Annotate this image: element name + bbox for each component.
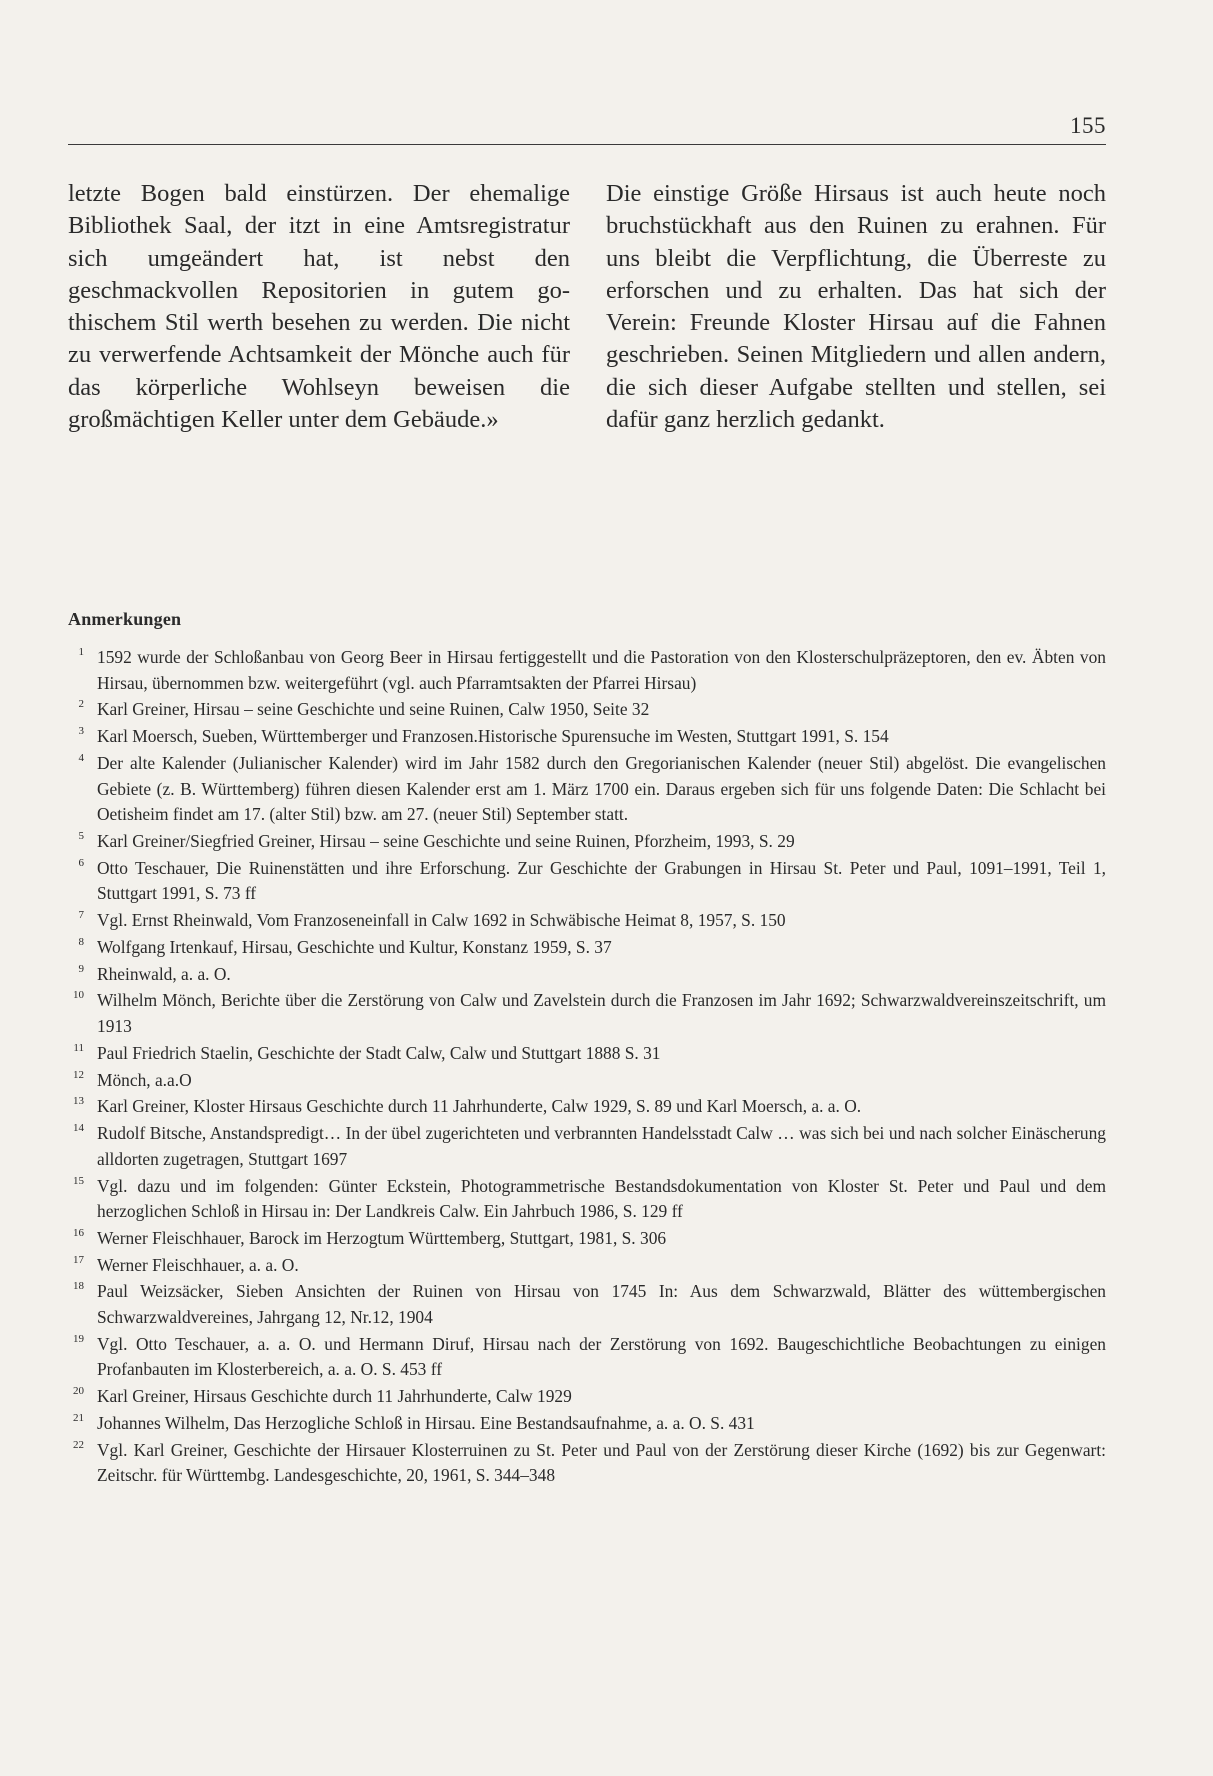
footnote: [68, 1332, 1106, 1383]
footnote-number: 20: [73, 1385, 84, 1398]
footnote-text: Karl Greiner, Hirsaus Geschichte durch 11 Jahrhunderte, Calw 1929: [97, 1386, 572, 1407]
footnote-text: Vgl. Karl Greiner, Geschichte der Hirsauer Klosterruinen zu St. Peter und Paul von der Zerstörung dieser Kirche (1692) bis zur Gegenwart: Zeitschr. für Württembg. Landesgeschichte, 20, 1961, S. 344–348: [97, 1439, 1106, 1486]
footnote-number: 3: [78, 725, 84, 738]
footnote: [68, 1068, 1106, 1094]
footnote-number: 5: [78, 829, 84, 842]
footnote-text: Wilhelm Mönch, Berichte über die Zerstörung von Calw und Zavelstein durch die Franzosen im Jahr 1692; Schwarzwaldvereinszeitschrift, um 1913: [97, 990, 1106, 1036]
footnote-number: 18: [73, 1280, 84, 1293]
footnote: [68, 908, 1106, 934]
footnote-number: 19: [73, 1332, 84, 1345]
footnote-number: 4: [78, 751, 84, 764]
footnote-text: Werner Fleischhauer, a. a. O.: [97, 1254, 299, 1275]
footnote: [68, 1226, 1106, 1252]
footnote: [68, 1279, 1106, 1330]
body-paragraph-left: letzte Bogen bald einstürzen. Der ehemalige Bibliothek Saal, der itzt in eine Amtsregistratur sich umgeändert hat, ist nebst den geschmackvollen Repositorien in gutem gothischem Stil werth besehen zu werden. Die nicht zu verwerfende Achtsamkeit der Mönche auch für das körperliche Wohlseyn beweisen die großmächtigen Keller unter dem Gebäude.»: [68, 180, 570, 434]
footnote-number: 1: [78, 646, 84, 658]
footnote-number: 11: [73, 1041, 84, 1054]
footnote: [68, 829, 1106, 855]
footnote: [68, 988, 1106, 1039]
footnote: [68, 935, 1106, 961]
notes-list: [68, 645, 1106, 1490]
footnote-text: Vgl. dazu und im folgenden: Günter Eckstein, Photogrammetrische Bestandsdokumentation von Kloster St. Peter und Paul und dem herzoglichen Schloß in Hirsau in: Der Landkreis Calw. Ein Jahrbuch 1986, S. 129 ff: [97, 1175, 1106, 1222]
footnote-text: Vgl. Ernst Rheinwald, Vom Franzoseneinfall in Calw 1692 in Schwäbische Heimat 8, 1957, S. 150: [97, 910, 786, 931]
footnote-text: Karl Moersch, Sueben, Württemberger und Franzosen.Historische Spurensuche im Westen, Stuttgart 1991, S. 154: [97, 726, 889, 747]
footnote-number: 14: [73, 1122, 84, 1135]
footnote: [68, 1384, 1106, 1410]
notes-heading: Anmerkungen: [68, 609, 182, 629]
body-column-left: [68, 178, 570, 436]
footnote: [68, 856, 1106, 907]
footnote-number: 15: [73, 1174, 84, 1187]
footnote-text: Karl Greiner, Hirsau – seine Geschichte und seine Ruinen, Calw 1950, Seite 32: [97, 699, 650, 720]
footnote-text: Wolfgang Irtenkauf, Hirsau, Geschichte und Kultur, Konstanz 1959, S. 37: [97, 936, 612, 957]
footnote-number: 12: [73, 1068, 84, 1081]
footnote: [68, 751, 1106, 828]
footnote-text: Otto Teschauer, Die Ruinenstätten und ihre Erforschung. Zur Geschichte der Grabungen in Hirsau St. Peter und Paul, 1091–1991, Teil 1, Stuttgart 1991, S. 73 ff: [97, 857, 1106, 904]
footnote: [68, 962, 1106, 988]
footnote-text: Paul Friedrich Staelin, Geschichte der Stadt Calw, Calw und Stuttgart 1888 S. 31: [97, 1042, 661, 1063]
footnote-number: 8: [78, 935, 84, 948]
footnote: [68, 697, 1106, 723]
header-rule: [68, 144, 1106, 145]
footnote-text: Werner Fleischhauer, Barock im Herzogtum Württemberg, Stuttgart, 1981, S. 306: [97, 1227, 667, 1248]
footnote-text: Der alte Kalender (Julianischer Kalender) wird im Jahr 1582 durch den Gregorianischen Kalender (neuer Stil) abgelöst. Die evangelischen Gebiete (z. B. Württemberg) führen diesen Kalender erst am 1. März 1700 ein. Daraus ergeben sich für uns folgende Daten: Die Schlacht bei Oetisheim findet am 17. (alter Stil) bzw. am 27. (neuer Stil) September statt.: [97, 752, 1106, 825]
footnote-text: Vgl. Otto Teschauer, a. a. O. und Hermann Diruf, Hirsau nach der Zerstörung von 1692. Baugeschichtliche Beobachtungen zu einigen Profanbauten im Klosterbereich, a. a. O. S. 453 ff: [97, 1333, 1106, 1380]
footnote: [68, 724, 1106, 750]
footnote: [68, 1174, 1106, 1225]
footnote-text: Paul Weizsäcker, Sieben Ansichten der Ruinen von Hirsau von 1745 In: Aus dem Schwarzwald, Blätter des wüttembergischen Schwarzwaldvereines, Jahrgang 12, Nr.12, 1904: [97, 1281, 1106, 1328]
footnote: [68, 1411, 1106, 1437]
footnote-number: 10: [73, 989, 84, 1002]
footnote: [68, 1121, 1106, 1172]
footnote-number: 9: [78, 962, 84, 975]
body-column-right: [606, 178, 1106, 436]
footnote-text: Johannes Wilhelm, Das Herzogliche Schloß in Hirsau. Eine Bestandsaufnahme, a. a. O. S. 431: [97, 1412, 755, 1433]
footnote-number: 16: [73, 1226, 84, 1239]
footnote: [68, 645, 1106, 696]
footnote: [68, 1253, 1106, 1279]
footnote: [68, 1041, 1106, 1067]
footnote-number: 7: [78, 909, 84, 922]
footnote-text: 1592 wurde der Schloßanbau von Georg Beer in Hirsau fertiggestellt und die Pastoration von den Klosterschulpräzeptoren, den ev. Äbten von Hirsau, übernommen bzw. weitergeführt (vgl. auch Pfarramtsakten der Pfarrei Hirsau): [97, 647, 1106, 693]
footnote-number: 2: [78, 698, 84, 711]
footnote-number: 21: [73, 1411, 84, 1424]
body-paragraph-right: Die einstige Größe Hirsaus ist auch heute noch bruchstückhaft aus den Ruinen zu erahnen. Für uns bleibt die Verpflichtung, die Überreste zu erforschen und zu erhalten. Das hat sich der Verein: Freunde Kloster Hirsau auf die Fahnen geschrieben. Seinen Mitgliedern und allen andern, die sich dieser Aufgabe stellten und stellen, sei dafür ganz herzlich gedankt.: [606, 180, 1106, 434]
footnote-text: Karl Greiner/Siegfried Greiner, Hirsau – seine Geschichte und seine Ruinen, Pforzheim, 1993, S. 29: [97, 830, 795, 851]
footnote-number: 6: [78, 856, 84, 869]
footnote-number: 22: [73, 1438, 84, 1451]
footnote: [68, 1438, 1106, 1489]
footnote: [68, 1094, 1106, 1120]
footnote-text: Rheinwald, a. a. O.: [97, 963, 231, 984]
footnote-text: Mönch, a.a.O: [97, 1069, 192, 1090]
footnote-text: Rudolf Bitsche, Anstandspredigt… In der übel zugerichteten und verbrannten Handelsstadt Calw … was sich bei und nach solcher Einäscherung alldorten zugetragen, Stuttgart 1697: [97, 1123, 1106, 1169]
footnote-number: 13: [73, 1095, 84, 1108]
page-number: 155: [1070, 113, 1106, 138]
footnote-number: 17: [73, 1253, 84, 1266]
footnote-text: Karl Greiner, Kloster Hirsaus Geschichte durch 11 Jahrhunderte, Calw 1929, S. 89 und Karl Moersch, a. a. O.: [97, 1096, 862, 1117]
